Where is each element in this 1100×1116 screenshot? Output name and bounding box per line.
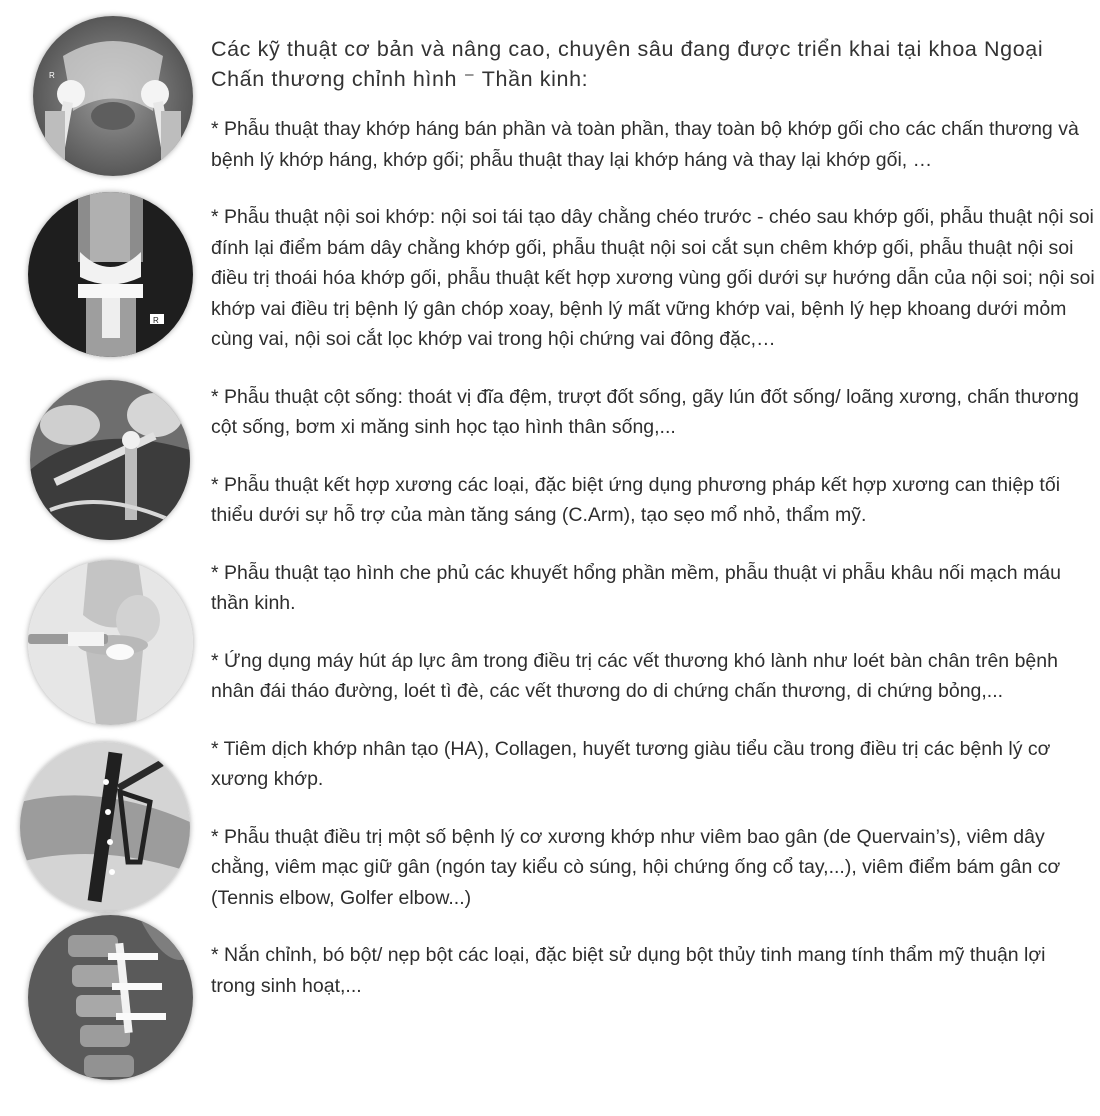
- spine-screws-xray-image: [28, 915, 193, 1080]
- xray-marker-label: R: [153, 316, 159, 325]
- intro-heading: Các kỹ thuật cơ bản và nâng cao, chuyên sâu đang được triển khai tại khoa Ngoại Chấn thương chỉnh hình ⁻ Thần kinh:: [211, 37, 1044, 91]
- bone-plate-xray-image: [20, 742, 190, 912]
- xray-marker-label: R: [49, 71, 55, 80]
- arthroscopy-surgery-image: [30, 380, 190, 540]
- list-item: * Phẫu thuật tạo hình che phủ các khuyết hổng phần mềm, phẫu thuật vi phẫu khâu nối mạch máu thần kinh.: [211, 561, 1061, 614]
- knee-injection-image: [28, 560, 193, 725]
- list-item: * Ứng dụng máy hút áp lực âm trong điều trị các vết thương khó lành như loét bàn chân trên bệnh nhân đái tháo đường, loét tì đè, các vết thương do di chứng chấn thương, di chứng bỏng,...: [211, 649, 1058, 702]
- list-item: * Tiêm dịch khớp nhân tạo (HA), Collagen, huyết tương giàu tiểu cầu trong điều trị các bệnh lý cơ xương khớp.: [211, 737, 1051, 790]
- list-item: * Phẫu thuật kết hợp xương các loại, đặc biệt ứng dụng phương pháp kết hợp xương can thiệp tối thiểu dưới sự hỗ trợ của màn tăng sáng (C.Arm), tạo sẹo mổ nhỏ, thẩm mỹ.: [211, 473, 1061, 526]
- list-item: * Nắn chỉnh, bó bột/ nẹp bột các loại, đặc biệt sử dụng bột thủy tinh mang tính thẩm mỹ thuận lợi trong sinh hoạt,...: [211, 944, 1046, 997]
- list-item: * Phẫu thuật điều trị một số bệnh lý cơ xương khớp như viêm bao gân (de Quervain’s), viêm dây chằng, viêm mạc giữ gân (ngón tay kiểu cò súng, hội chứng ống cổ tay,...), viêm điểm bám gân cơ (Tennis elbow, Golfer elbow...): [211, 825, 1061, 909]
- list-item: * Phẫu thuật cột sống: thoát vị đĩa đệm, trượt đốt sống, gãy lún đốt sống/ loãng xương, chấn thương cột sống, bơm xi măng sinh học tạo hình thân sống,...: [211, 385, 1079, 438]
- list-item: * Phẫu thuật nội soi khớp: nội soi tái tạo dây chằng chéo trước - chéo sau khớp gối, phẫu thuật nội soi đính lại điểm bám dây chằng khớp gối, phẫu thuật nội soi cắt sụn chêm khớp gối, phẫu thuật nội soi điều trị thoái hóa khớp gối, phẫu thuật kết hợp xương vùng gối dưới sự hướng dẫn của nội soi; nội soi khớp vai điều trị bệnh lý gân chóp xoay, bệnh lý mất vững khớp vai, bệnh lý hẹp khoang dưới mỏm cùng vai, nội soi cắt lọc khớp vai trong hội chứng vai đông đặc,…: [211, 206, 1095, 350]
- illustration-column: [0, 0, 205, 1116]
- hip-xray-image: [33, 16, 193, 176]
- services-text: [211, 34, 1095, 1028]
- list-item: * Phẫu thuật thay khớp háng bán phần và toàn phần, thay toàn bộ khớp gối cho các chấn thương và bệnh lý khớp háng, khớp gối; phẫu thuật thay lại khớp háng và thay lại khớp gối, …: [211, 118, 1079, 171]
- knee-replacement-xray-image: [28, 192, 193, 357]
